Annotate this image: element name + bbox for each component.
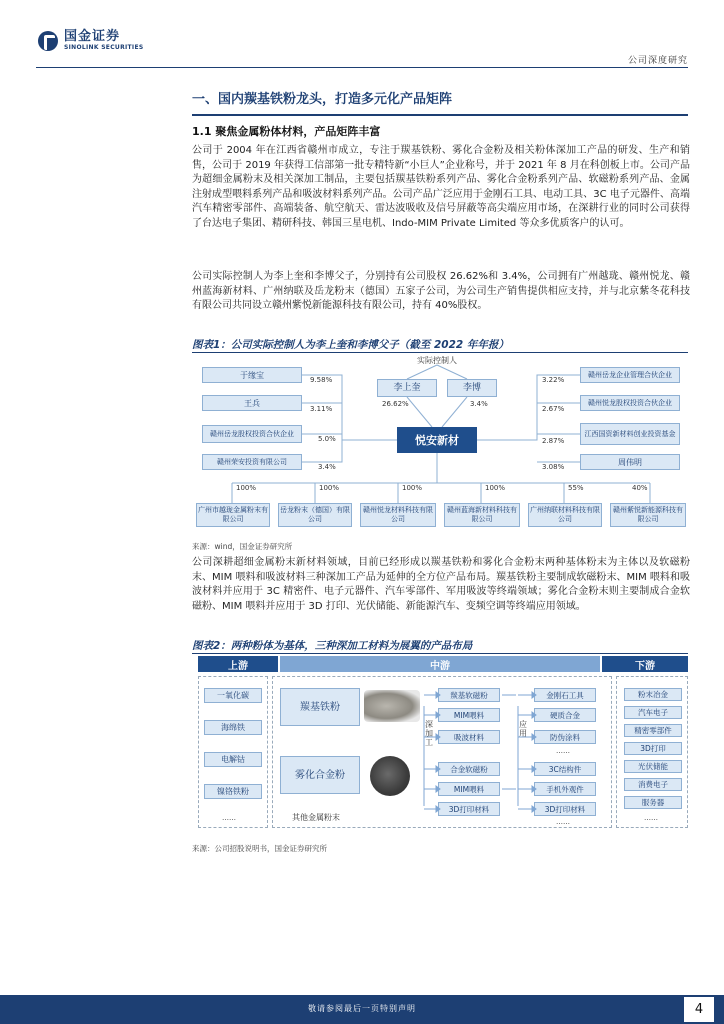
upstream-item: 镍铬铁粉 [204, 784, 262, 799]
application-box: 防伪涂料 [534, 730, 596, 744]
subsidiary-box: 赣州紫悦新能源科技有限公司 [610, 503, 686, 527]
application-box: 3D打印材料 [534, 802, 596, 816]
subsidiary-pct: 40% [632, 484, 648, 492]
carbonyl-iron-powder-image [364, 690, 420, 722]
paragraph-product-layout: 公司深耕超细金属粉末新材料领域，目前已经形成以羰基铁粉和雾化合金粉末两种基体粉末为主体以及软磁粉末、MIM 喂料和吸波材料三种深加工产品为延伸的全方位产品布局。羰基铁粉主要制成软磁粉末、MIM 喂料和吸波材料并应用于 3C 精密件、电子元器件、汽车零部件、军用吸波等终端领域；雾化合金粉末则主要制成合金软磁粉、MIM 喂料并应用于 3D 打印、光伏储能、新能源汽车、变频空调等终端应用领域。 [192, 557, 690, 612]
left-holder-pct: 3.11% [310, 405, 333, 413]
subsidiary-pct: 100% [485, 484, 506, 492]
paragraph-controllers: 公司实际控制人为李上奎和李博父子，分别持有公司股权 26.62%和 3.4%，公司拥有广州越珑、赣州悦龙、赣州蓝海新材料、广州纳联及岳龙粉末（德国）五家子公司，为公司生产销售提供相应支持，并与北京紫冬花科技有限公司共同设立赣州紫悦新能源科技有限公司，持有 40%股权。 [192, 271, 690, 312]
atomized-alloy-powder-image [370, 756, 410, 796]
application-box: 硬质合金 [534, 708, 596, 722]
right-holder-pct: 2.87% [542, 437, 565, 445]
paragraph-company-intro: 公司于 2004 年在江西省赣州市成立，专注于羰基铁粉、雾化合金粉及相关粉体深加工产品的研发、生产和销售，公司于 2019 年获得工信部第一批专精特新“小巨人”企业称号，并于 2021 年 8 月在科创板上市。公司产品为超细金属粉末及相关深加工制品，主要包括羰基铁粉系列产品、雾化合金粉系列产品、软磁粉系列产品、金属注射成型喂料系列产品和吸波材料系列产品。公司产品广泛应用于金刚石工具、电动工具、3C 电子元器件、高端汽车精密零部件、高端装备、航空航天、雷达波吸收及信号屏蔽等高尖端应用市场，在深耕行业的同时公司获得了台达电子集团、精研科技、韩国三星电机、Indo-MIM Private Limited 等众多优质客户的认可。 [192, 145, 690, 229]
company-box-yuean: 悦安新材 [397, 427, 477, 453]
downstream-item: 精密零部件 [624, 724, 682, 737]
left-holder-pct: 9.58% [310, 376, 333, 384]
subsidiary-pct: 100% [402, 484, 423, 492]
downstream-band: 下游 [602, 656, 688, 672]
page-number: 4 [684, 997, 714, 1022]
upstream-band: 上游 [198, 656, 278, 672]
application-box: 金刚石工具 [534, 688, 596, 702]
upstream-item: 一氧化碳 [204, 688, 262, 703]
downstream-item: 3D打印 [624, 742, 682, 755]
figure2-source: 来源：公司招股说明书，国金证券研究所 [192, 844, 327, 853]
downstream-item: 光伏储能 [624, 760, 682, 773]
controller-box-li-bo: 李博 [447, 379, 497, 397]
company-logo [38, 30, 143, 52]
report-type: 公司深度研究 [627, 56, 688, 66]
title-divider [192, 114, 688, 116]
figure1-title: 图表1：公司实际控制人为李上奎和李博父子（截至 2022 年年报） [192, 339, 509, 351]
downstream-item: 汽车电子 [624, 706, 682, 719]
header-divider [36, 67, 688, 68]
controller-pct-li-shangkui: 26.62% [382, 400, 409, 408]
upstream-item: 电解钴 [204, 752, 262, 767]
subsidiary-pct: 100% [319, 484, 340, 492]
figure2-title: 图表2：两种粉体为基体，三种深加工材料为展翼的产品布局 [192, 640, 473, 652]
base-powder-box: 雾化合金粉 [280, 756, 360, 794]
figure1-rule [192, 352, 688, 353]
subsection-title: 1.1 聚焦金属粉体材料，产品矩阵丰富 [192, 125, 381, 138]
subsidiary-pct: 55% [568, 484, 584, 492]
upstream-ellipsis: …… [222, 814, 236, 822]
logo-chinese-name: 国金证券 [64, 29, 121, 44]
controller-box-li-shangkui: 李上奎 [377, 379, 437, 397]
left-holder-box: 王兵 [202, 395, 302, 411]
subsidiary-box: 岳龙粉末（德国）有限公司 [278, 503, 352, 527]
right-holder-box: 周伟明 [580, 454, 680, 470]
logo-icon [38, 31, 58, 51]
deep-product-box: MIM喂料 [438, 782, 500, 796]
application-box: 手机外观件 [534, 782, 596, 796]
deep-product-box: 吸波材料 [438, 730, 500, 744]
right-holder-box: 江西国资新材料创业投资基金 [580, 423, 680, 445]
subsidiary-box: 广州纳联材料科技有限公司 [528, 503, 602, 527]
right-holder-box: 赣州岳龙企业管理合伙企业 [580, 367, 680, 383]
left-holder-pct: 5.0% [318, 435, 336, 443]
logo-english-name: SINOLINK SECURITIES [64, 44, 144, 51]
left-holder-box: 赣州岳龙股权投资合伙企业 [202, 425, 302, 443]
downstream-item: 服务器 [624, 796, 682, 809]
subsidiary-box: 赣州悦龙材料科技有限公司 [360, 503, 436, 527]
controller-pct-li-bo: 3.4% [470, 400, 488, 408]
footer-disclaimer: 敬请参阅最后一页特别声明 [308, 1004, 416, 1013]
left-holder-pct: 3.4% [318, 463, 336, 471]
left-holder-box: 赣州荣安投资有限公司 [202, 454, 302, 470]
midstream-band: 中游 [280, 656, 600, 672]
upstream-item: 海绵铁 [204, 720, 262, 735]
application-ellipsis: …… [556, 747, 570, 755]
downstream-ellipsis: …… [644, 814, 658, 822]
left-holder-box: 于缘宝 [202, 367, 302, 383]
downstream-item: 消费电子 [624, 778, 682, 791]
section-title: 一、国内羰基铁粉龙头，打造多元化产品矩阵 [192, 92, 453, 107]
subsidiary-box: 广州市越珑金属粉末有限公司 [196, 503, 270, 527]
deep-processing-label: 深加工 [425, 720, 433, 747]
right-holder-pct: 2.67% [542, 405, 565, 413]
deep-product-box: 3D打印材料 [438, 802, 500, 816]
application-label: 应用 [519, 720, 527, 738]
right-holder-pct: 3.08% [542, 463, 565, 471]
right-holder-box: 赣州悦龙股权投资合伙企业 [580, 395, 680, 411]
application-ellipsis: …… [556, 818, 570, 826]
product-layout-diagram [192, 656, 690, 830]
ownership-chart [192, 355, 690, 535]
subsidiary-box: 赣州蓝海新材料科技有限公司 [444, 503, 520, 527]
downstream-item: 粉末冶金 [624, 688, 682, 701]
figure2-rule [192, 653, 688, 654]
application-box: 3C结构件 [534, 762, 596, 776]
subsidiary-pct: 100% [236, 484, 257, 492]
right-holder-pct: 3.22% [542, 376, 565, 384]
deep-product-box: MIM喂料 [438, 708, 500, 722]
controller-label: 实际控制人 [417, 356, 457, 365]
other-powder-label: 其他金属粉末 [292, 813, 340, 822]
figure1-source: 来源：wind，国金证券研究所 [192, 542, 293, 551]
deep-product-box: 羰基软磁粉 [438, 688, 500, 702]
deep-product-box: 合金软磁粉 [438, 762, 500, 776]
base-powder-box: 羰基铁粉 [280, 688, 360, 726]
